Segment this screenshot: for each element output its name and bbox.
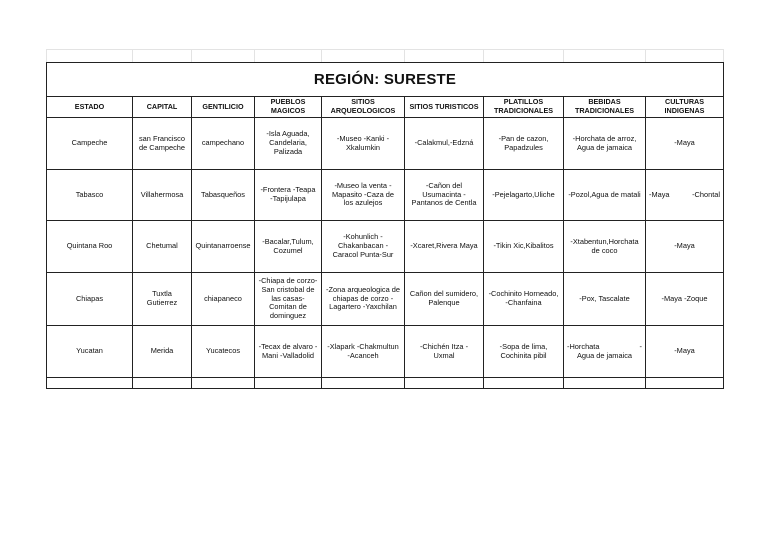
cell-sitios-tur[interactable]	[405, 273, 484, 326]
empty-cell[interactable]	[255, 378, 322, 389]
cell-text: Quintana Roo	[66, 241, 113, 251]
cell-text: -Maya	[649, 189, 670, 199]
cell-pueblos[interactable]	[255, 326, 322, 378]
cell-sitios-tur[interactable]	[405, 170, 484, 221]
empty-cell[interactable]	[564, 378, 646, 389]
cell-text: Tabasqueños	[201, 189, 245, 199]
empty-cell[interactable]	[484, 378, 564, 389]
cell-text: Quintanarroense	[195, 241, 251, 251]
cell-sitios-arq[interactable]	[322, 170, 405, 221]
cell-text: -Horchata	[567, 341, 600, 351]
cell-sitios-arq[interactable]	[322, 221, 405, 273]
empty-cell[interactable]	[646, 50, 724, 63]
cell-text: -Frontera -Teapa -Tapijulapa	[260, 185, 316, 203]
cell-sitios-tur[interactable]	[405, 118, 484, 170]
cell-text: -Xcaret,Rivera Maya	[410, 241, 478, 251]
cell-text: -Horchata de arroz, Agua de jamaica	[572, 133, 637, 152]
header-culturas	[646, 97, 724, 118]
cell-text: chiapaneco	[204, 293, 242, 303]
header-sitios-arq	[322, 97, 405, 118]
header-row	[47, 97, 724, 118]
cell-text: -Zona arqueologica de chiapas de corzo - Lagartero -Yaxchilan	[326, 284, 400, 312]
table-row	[47, 273, 724, 326]
empty-grid-row	[47, 378, 724, 389]
cell-text: -Chontal	[692, 189, 720, 199]
region-table	[46, 49, 724, 389]
empty-cell[interactable]	[133, 50, 192, 63]
cell-pueblos[interactable]	[255, 273, 322, 326]
header-gentilicio	[192, 97, 255, 118]
cell-platillos[interactable]	[484, 221, 564, 273]
empty-cell[interactable]	[47, 378, 133, 389]
cell-platillos[interactable]	[484, 118, 564, 170]
empty-cell[interactable]	[646, 378, 724, 389]
cell-bebidas[interactable]	[564, 273, 646, 326]
empty-cell[interactable]	[192, 378, 255, 389]
cell-text: Chetumal	[146, 241, 178, 251]
header-sitios-tur-label: SITIOS TURISTICOS	[409, 101, 479, 111]
cell-text: -Chiapa de corzo- San cristobal de las casas- Comitan de dominguez	[258, 275, 318, 321]
cell-text: -Pejelagarto,Uliche	[492, 189, 555, 199]
cell-sitios-tur[interactable]	[405, 326, 484, 378]
cell-text: campechano	[201, 138, 245, 148]
cell-pueblos[interactable]	[255, 170, 322, 221]
cell-gentilicio[interactable]	[192, 221, 255, 273]
cell-text: Cañon del sumidero, Palenque	[409, 289, 479, 307]
empty-cell[interactable]	[47, 50, 133, 63]
header-capital-label: CAPITAL	[146, 101, 178, 111]
empty-cell[interactable]	[405, 50, 484, 63]
cell-culturas[interactable]	[646, 170, 724, 221]
cell-estado[interactable]	[47, 221, 133, 273]
table-row	[47, 118, 724, 170]
empty-cell[interactable]	[405, 378, 484, 389]
cell-sitios-arq[interactable]	[322, 326, 405, 378]
culturas-split	[647, 191, 722, 200]
cell-estado[interactable]	[47, 170, 133, 221]
empty-cell[interactable]	[255, 50, 322, 63]
empty-cell[interactable]	[133, 378, 192, 389]
cell-text: -Maya	[674, 241, 695, 251]
cell-bebidas[interactable]	[564, 170, 646, 221]
cell-sitios-arq[interactable]	[322, 118, 405, 170]
cell-text: -Pox, Tascalate	[579, 293, 630, 303]
header-sitios-tur	[405, 97, 484, 118]
cell-text: -	[639, 341, 642, 351]
header-pueblos-label: PUEBLOS MAGICOS	[270, 97, 306, 115]
cell-text: san Francisco de Campeche	[138, 133, 185, 152]
cell-sitios-arq[interactable]	[322, 273, 405, 326]
table-title: REGIÓN: SURESTE	[47, 63, 724, 97]
empty-grid-row	[47, 50, 724, 63]
cell-capital[interactable]	[133, 118, 192, 170]
cell-text: -Maya	[674, 138, 695, 148]
header-bebidas-label: BEBIDAS TRADICIONALES	[574, 97, 635, 115]
header-culturas-label: CULTURAS INDIGENAS	[664, 97, 705, 115]
cell-platillos[interactable]	[484, 170, 564, 221]
cell-text: -Museo -Kanki - Xkalumkin	[336, 133, 390, 152]
cell-text: -Xlapark -Chakmultun -Acanceh	[327, 341, 399, 360]
table-row	[47, 326, 724, 378]
cell-text: -Cañon del Usumacinta - Pantanos de Centla	[411, 180, 477, 208]
cell-pueblos[interactable]	[255, 221, 322, 273]
header-platillos-label: PLATILLOS TRADICIONALES	[493, 97, 554, 115]
table-row	[47, 170, 724, 221]
cell-text: Agua de jamaica	[576, 350, 633, 360]
empty-cell[interactable]	[322, 50, 405, 63]
cell-capital[interactable]	[133, 170, 192, 221]
cell-estado[interactable]	[47, 118, 133, 170]
cell-text: -Maya	[674, 346, 695, 356]
cell-culturas[interactable]	[646, 118, 724, 170]
cell-text: Merida	[150, 346, 174, 356]
cell-platillos[interactable]	[484, 326, 564, 378]
cell-capital[interactable]	[133, 221, 192, 273]
cell-bebidas[interactable]	[564, 326, 646, 378]
cell-text: -Kohunlich - Chakanbacan - Caracol Punta-Sur	[332, 232, 394, 259]
cell-text: -Xtabentun,Horchata de coco	[570, 236, 639, 255]
cell-sitios-tur[interactable]	[405, 221, 484, 273]
cell-gentilicio[interactable]	[192, 273, 255, 326]
header-estado	[47, 97, 133, 118]
cell-pueblos[interactable]	[255, 118, 322, 170]
cell-text: -Cochinito Horneado, -Chanfaina	[488, 289, 559, 307]
cell-capital[interactable]	[133, 326, 192, 378]
cell-gentilicio[interactable]	[192, 118, 255, 170]
cell-text: Chiapas	[75, 293, 104, 303]
cell-gentilicio[interactable]	[192, 326, 255, 378]
cell-text: -Tecax de alvaro - Mani -Valladolid	[258, 341, 318, 360]
cell-bebidas[interactable]	[564, 118, 646, 170]
header-platillos	[484, 97, 564, 118]
cell-platillos[interactable]	[484, 273, 564, 326]
cell-estado[interactable]	[47, 326, 133, 378]
cell-text: -Museo la venta - Mapasito -Caza de los azulejos	[331, 180, 395, 208]
empty-cell[interactable]	[322, 378, 405, 389]
cell-culturas[interactable]	[646, 221, 724, 273]
cell-estado[interactable]	[47, 273, 133, 326]
header-sitios-arq-label: SITIOS ARQUEOLOGICOS	[330, 97, 396, 115]
cell-text: -Chichén Itza - Uxmal	[419, 341, 469, 360]
cell-capital[interactable]	[133, 273, 192, 326]
cell-bebidas[interactable]	[564, 221, 646, 273]
cell-text: Tabasco	[75, 189, 104, 199]
cell-text: -Maya -Zoque	[661, 293, 708, 303]
header-gentilicio-label: GENTILICIO	[202, 101, 244, 111]
cell-text: -Pan de cazon, Papadzules	[498, 133, 549, 152]
cell-text: -Pozol,Agua de matali	[568, 189, 641, 199]
empty-cell[interactable]	[192, 50, 255, 63]
header-pueblos	[255, 97, 322, 118]
table-row	[47, 221, 724, 273]
cell-culturas[interactable]	[646, 326, 724, 378]
cell-text: Tuxtla Gutierrez	[146, 289, 178, 307]
header-estado-label: ESTADO	[74, 101, 105, 111]
header-bebidas	[564, 97, 646, 118]
cell-text: Yucatecos	[205, 346, 241, 356]
empty-cell[interactable]	[484, 50, 564, 63]
header-capital	[133, 97, 192, 118]
cell-culturas[interactable]	[646, 273, 724, 326]
cell-text: Yucatan	[76, 346, 103, 356]
empty-cell[interactable]	[564, 50, 646, 63]
cell-text: Villahermosa	[140, 189, 184, 199]
cell-text: -Isla Aguada, Candelaria, Palizada	[266, 129, 310, 156]
cell-gentilicio[interactable]	[192, 170, 255, 221]
cell-text: Campeche	[71, 138, 108, 148]
cell-text: -Sopa de lima, Cochinita pibil	[499, 341, 548, 360]
cell-text: -Calakmul,-Edzná	[414, 138, 474, 148]
cell-text: -Tikin Xic,Kibalitos	[493, 241, 554, 251]
cell-text: -Bacalar,Tulum, Cozumel	[262, 236, 314, 255]
